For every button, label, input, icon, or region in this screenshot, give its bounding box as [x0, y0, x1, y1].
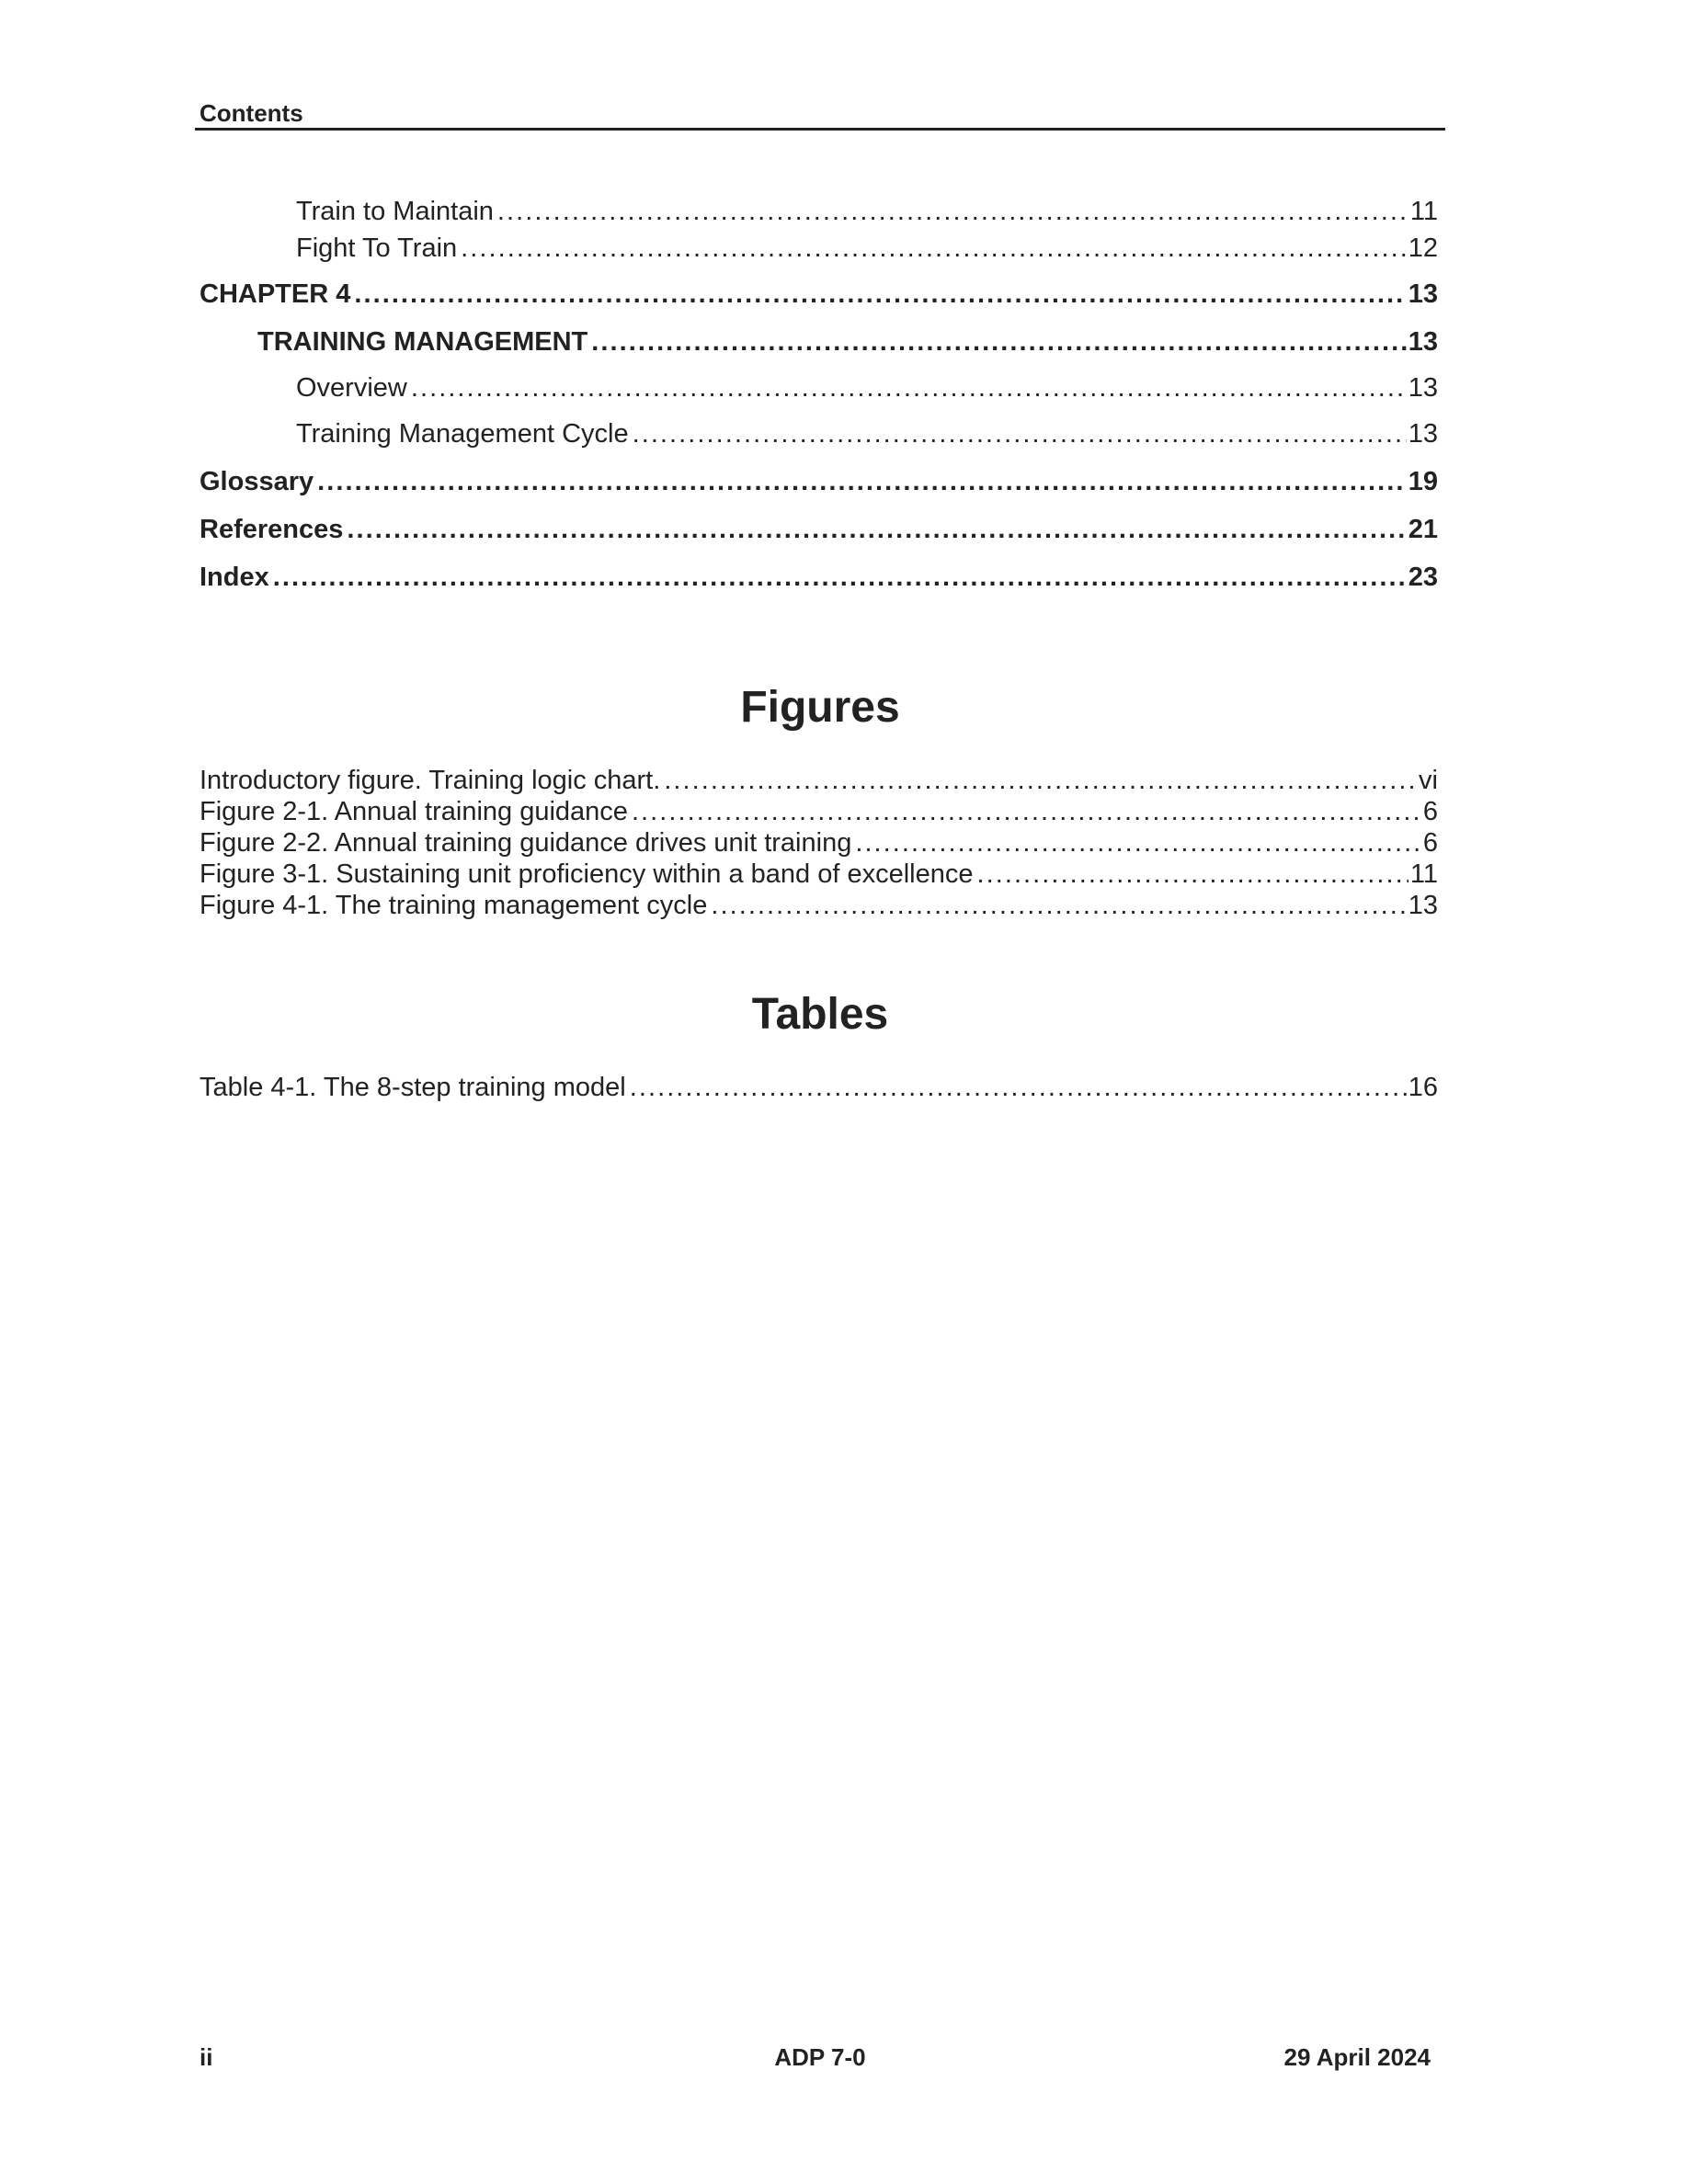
toc-entry-label: TRAINING MANAGEMENT [257, 327, 588, 357]
toc-entry-page: 12 [1408, 233, 1438, 263]
dot-leader [591, 324, 1406, 360]
dot-leader [630, 1072, 1407, 1103]
footer-publication: ADP 7-0 [774, 2043, 866, 2071]
dot-leader [976, 859, 1408, 890]
toc-entry-fight-to-train[interactable] [195, 230, 1445, 267]
tables-list [195, 1072, 1445, 1103]
toc-entry-page: 13 [1408, 327, 1438, 357]
dot-leader [354, 276, 1406, 313]
toc-entry-label: Overview [296, 373, 407, 403]
dot-leader [273, 559, 1407, 596]
toc-entry-glossary[interactable] [195, 463, 1445, 500]
figure-entry-intro[interactable] [195, 765, 1445, 796]
table-entry-page: 16 [1408, 1073, 1438, 1102]
toc-entry-training-management-cycle[interactable] [195, 415, 1445, 452]
figure-entry-2-2[interactable] [195, 827, 1445, 859]
toc-entry-page: 13 [1408, 373, 1438, 403]
toc-entry-label: Glossary [200, 467, 314, 496]
toc-entry-page: 13 [1408, 419, 1438, 449]
table-entry-label: Table 4-1. The 8-step training model [200, 1073, 626, 1102]
figure-entry-page: 6 [1422, 797, 1438, 826]
figure-entry-2-1[interactable] [195, 796, 1445, 827]
footer-page-number: ii [200, 2043, 213, 2071]
header-title: Contents [200, 99, 303, 127]
figure-entry-label: Figure 4-1. The training management cycle [200, 891, 708, 920]
dot-leader [633, 415, 1407, 452]
footer-date: 29 April 2024 [1283, 2043, 1431, 2071]
dot-leader [347, 511, 1406, 548]
toc-entry-label: Train to Maintain [296, 197, 494, 226]
figures-list [195, 765, 1445, 921]
toc-entry-label: Training Management Cycle [296, 419, 629, 449]
dot-leader [461, 230, 1407, 267]
toc-entry-train-to-maintain[interactable] [195, 193, 1445, 230]
figure-entry-3-1[interactable] [195, 859, 1445, 890]
dot-leader [664, 765, 1417, 796]
tables-heading: Tables [751, 990, 889, 1039]
figure-entry-page: 11 [1409, 859, 1438, 889]
figures-heading: Figures [740, 683, 900, 732]
toc-entry-index[interactable] [195, 559, 1445, 596]
dot-leader [632, 796, 1421, 827]
dot-leader [497, 193, 1409, 230]
dot-leader [855, 827, 1421, 859]
figure-entry-label: Figure 2-2. Annual training guidance drives unit training [200, 828, 852, 858]
toc-entry-label: Fight To Train [296, 233, 458, 263]
figure-entry-label: Introductory figure. Training logic chart. [200, 766, 661, 795]
toc-entry-references[interactable] [195, 511, 1445, 548]
toc-entry-page: 19 [1408, 467, 1438, 496]
figure-entry-label: Figure 2-1. Annual training guidance [200, 797, 628, 826]
toc-entry-chapter-4[interactable] [195, 276, 1445, 313]
page-header [195, 96, 1445, 131]
toc-entry-page: 11 [1409, 197, 1438, 226]
table-entry-4-1[interactable] [195, 1072, 1445, 1103]
toc-entry-label: Index [200, 563, 269, 592]
toc-entry-page: 23 [1408, 563, 1438, 592]
dot-leader [711, 890, 1406, 921]
toc-entry-label: CHAPTER 4 [200, 279, 351, 309]
toc-entry-page: 21 [1408, 515, 1438, 544]
figure-entry-page: 13 [1408, 891, 1438, 920]
dot-leader [317, 463, 1407, 500]
toc-entry-label: References [200, 515, 344, 544]
contents-list [195, 193, 1445, 596]
toc-entry-page: 13 [1408, 279, 1438, 309]
figure-entry-4-1[interactable] [195, 890, 1445, 921]
toc-entry-training-management[interactable] [195, 324, 1445, 360]
figure-entry-label: Figure 3-1. Sustaining unit proficiency within a band of excellence [200, 859, 974, 889]
toc-entry-overview[interactable] [195, 370, 1445, 406]
dot-leader [411, 370, 1407, 406]
figure-entry-page: vi [1419, 766, 1438, 795]
figure-entry-page: 6 [1422, 828, 1438, 858]
